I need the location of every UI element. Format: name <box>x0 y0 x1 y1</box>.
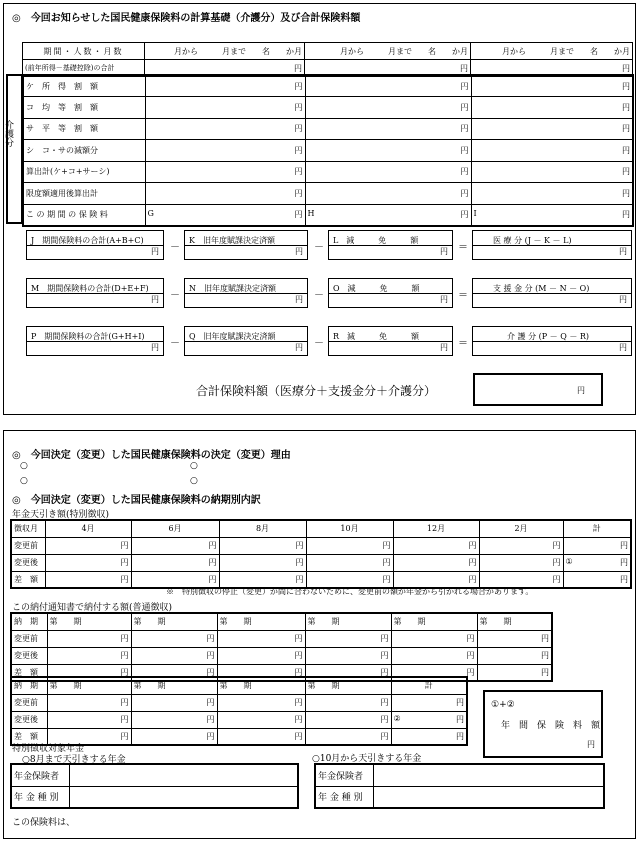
yen-cell: 円 <box>305 118 471 140</box>
yen-cell <box>563 554 631 571</box>
yen-text: 円 <box>440 295 448 304</box>
formula-label: 介 護 分 (P － Q － R) <box>507 332 590 341</box>
yen-cell: 円 <box>131 571 219 588</box>
pension-header-row <box>11 520 631 537</box>
formula-box-p <box>26 326 164 356</box>
type-row <box>11 786 298 808</box>
yen-cell: 円 <box>563 571 631 588</box>
yen-cell: 円 <box>305 140 471 162</box>
yen-cell: 円 <box>145 75 305 97</box>
annual-label: 年 間 保 険 料 額 <box>501 721 601 731</box>
yen-cell: 円 <box>217 647 305 664</box>
formula-box-r <box>328 326 453 356</box>
header-cell: 第 期 <box>131 677 217 694</box>
header-cell: 第 期 <box>47 677 131 694</box>
formula-box-j <box>26 230 164 260</box>
care-side-label: 介護分 <box>3 120 13 147</box>
payer-value <box>373 764 604 786</box>
yen-text: 円 <box>619 247 627 256</box>
yen-cell: 円 <box>131 647 217 664</box>
pension-oct-label: ○10月から天引きする年金 <box>312 754 422 764</box>
formula-label: P 期間保険料の合計(G+H+I) <box>31 332 145 341</box>
yen-text: 円 <box>151 295 159 304</box>
care-row-label: コ 均 等 割 額 <box>23 97 145 119</box>
total-box <box>473 373 603 406</box>
care-table <box>22 74 634 227</box>
header-cell: 第 期 <box>305 677 391 694</box>
yen-cell: 円 <box>305 664 391 681</box>
care-row <box>23 75 633 97</box>
yen-cell: 円 <box>393 571 479 588</box>
yen-cell: 円 <box>145 118 305 140</box>
yen-cell: 円 <box>131 711 217 728</box>
marker-h: H <box>307 209 315 218</box>
care-row-label: ケ 所 得 割 額 <box>23 75 145 97</box>
yen-cell: 円 <box>217 630 305 647</box>
pension-caption: 年金天引き額(特別徴収) <box>12 510 110 520</box>
row-label: 変更後 <box>11 647 47 664</box>
payer-row <box>11 764 298 786</box>
normal-header-row <box>11 613 552 630</box>
formula-box-o <box>328 278 453 308</box>
circle-2-marker: ② <box>393 714 401 723</box>
formula-label: N 旧年度賦課決定済額 <box>189 284 276 293</box>
yen-cell: 円 <box>306 554 393 571</box>
yen-cell: 円 <box>131 664 217 681</box>
income-label: (前年所得－基礎控除)の合計 <box>23 60 145 77</box>
yen-cell: 円 <box>47 711 131 728</box>
header-cell: 第 期 <box>47 613 131 630</box>
formula-label: J 期間保険料の合計(A+B+C) <box>31 236 144 245</box>
header-cell: 徴収月 <box>11 520 45 537</box>
formula-label: R 減 免 額 <box>333 332 420 341</box>
care-row <box>23 118 633 140</box>
yen-cell: 円 <box>393 554 479 571</box>
yen-cell: 円 <box>219 554 306 571</box>
yen-text: 円 <box>460 210 469 219</box>
yen-text: 円 <box>151 247 159 256</box>
basis-header-table <box>22 42 633 77</box>
income-yen-1: 円 <box>145 60 305 77</box>
yen-cell: 円 <box>47 694 131 711</box>
yen-cell: 円 <box>471 75 633 97</box>
minus-sign: － <box>314 338 324 349</box>
yen-cell: 円 <box>391 694 467 711</box>
yen-cell: 円 <box>305 630 391 647</box>
total-yen: 円 <box>577 386 585 395</box>
payer-label: 年金保険者 <box>315 764 373 786</box>
pension-row-before <box>11 537 631 554</box>
normal-table-1 <box>10 612 553 682</box>
yen-cell: 円 <box>477 664 552 681</box>
care-row-label: 限度額適用後算出計 <box>23 183 145 205</box>
period-col-2: 月から 月まで 名 か月 <box>305 43 471 60</box>
yen-cell: 円 <box>391 647 477 664</box>
row-label: 変更後 <box>11 554 45 571</box>
normal-header-row <box>11 677 467 694</box>
formula-box-n <box>184 278 308 308</box>
care-row-label: こ の 期 間 の 保 険 料 <box>23 204 145 226</box>
yen-cell <box>305 204 471 226</box>
period-row <box>23 43 633 60</box>
formula-box-care <box>472 326 632 356</box>
normal-row <box>11 647 552 664</box>
header-cell: 計 <box>391 677 467 694</box>
target-pension-title: 特別徴収対象年金 <box>12 744 85 754</box>
header-cell: 第 期 <box>131 613 217 630</box>
yen-text: 円 <box>295 247 303 256</box>
formula-box-l <box>328 230 453 260</box>
row-label: 変更後 <box>11 711 47 728</box>
yen-text: 円 <box>622 210 630 219</box>
yen-cell: 円 <box>145 97 305 119</box>
equals-sign: ＝ <box>458 290 468 301</box>
pension-aug-table <box>10 763 299 809</box>
reason-mark-2: ○ <box>190 461 198 471</box>
yen-cell: 円 <box>305 647 391 664</box>
care-row <box>23 161 633 183</box>
header-cell: 第 期 <box>217 613 305 630</box>
care-row <box>23 140 633 162</box>
header-cell: 4月 <box>45 520 131 537</box>
yen-cell: 円 <box>479 537 563 554</box>
yen-cell: 円 <box>305 97 471 119</box>
payer-value <box>69 764 298 786</box>
section-1-title: ◎ 今回お知らせした国民健康保険料の計算基礎（介護分）及び合計保険料額 <box>12 13 361 24</box>
formula-box-k <box>184 230 308 260</box>
yen-text: 円 <box>440 247 448 256</box>
care-side-box <box>3 74 23 224</box>
row-label: 差 額 <box>11 728 47 745</box>
care-row-label: 算出計(ケ+コ+サーシ) <box>23 161 145 183</box>
yen-cell: 円 <box>391 728 467 745</box>
yen-cell <box>471 204 633 226</box>
row-label: 変更前 <box>11 694 47 711</box>
yen-cell: 円 <box>471 118 633 140</box>
yen-cell: 円 <box>305 694 391 711</box>
yen-cell: 円 <box>479 571 563 588</box>
formula-label: K 旧年度賦課決定済額 <box>189 236 275 245</box>
payer-row <box>315 764 604 786</box>
minus-sign: － <box>314 242 324 253</box>
row-label: 変更前 <box>11 537 45 554</box>
yen-text: 円 <box>620 558 628 567</box>
normal-row <box>11 630 552 647</box>
yen-cell: 円 <box>131 728 217 745</box>
row-label: 変更前 <box>11 630 47 647</box>
yen-cell: 円 <box>47 664 131 681</box>
footer-text: この保険料は、 <box>12 818 76 828</box>
yen-cell: 円 <box>393 537 479 554</box>
care-row <box>23 97 633 119</box>
yen-cell: 円 <box>47 647 131 664</box>
yen-cell: 円 <box>131 554 219 571</box>
yen-text: 円 <box>456 715 464 724</box>
header-cell: 10月 <box>306 520 393 537</box>
yen-cell: 円 <box>471 161 633 183</box>
yen-cell: 円 <box>45 554 131 571</box>
normal-caption: この納付通知書で納付する額(普通徴収) <box>12 603 173 613</box>
type-label: 年 金 種 別 <box>11 786 69 808</box>
yen-cell: 円 <box>217 664 305 681</box>
period-label: 期間・人数・月数 <box>23 43 145 60</box>
breakdown-title: ◎ 今回決定（変更）した国民健康保険料の納期別内訳 <box>12 495 261 506</box>
minus-sign: － <box>170 338 180 349</box>
minus-sign: － <box>170 290 180 301</box>
normal-row <box>11 694 467 711</box>
pension-oct-table <box>314 763 605 809</box>
yen-text: 円 <box>295 343 303 352</box>
care-row <box>23 183 633 205</box>
circle-1-marker: ① <box>565 557 573 566</box>
payer-label: 年金保険者 <box>11 764 69 786</box>
header-cell: 第 期 <box>217 677 305 694</box>
marker-g: G <box>147 209 154 218</box>
income-yen-2: 円 <box>305 60 471 77</box>
period-col-3: 月から 月まで 名 か月 <box>471 43 633 60</box>
yen-cell: 円 <box>45 537 131 554</box>
header-cell: 第 期 <box>477 613 552 630</box>
yen-cell: 円 <box>219 537 306 554</box>
header-cell: 8月 <box>219 520 306 537</box>
yen-cell: 円 <box>305 183 471 205</box>
yen-cell: 円 <box>471 183 633 205</box>
type-value <box>373 786 604 808</box>
yen-cell: 円 <box>563 537 631 554</box>
yen-cell: 円 <box>306 571 393 588</box>
normal-table-2 <box>10 676 468 746</box>
header-cell: 12月 <box>393 520 479 537</box>
yen-cell: 円 <box>47 728 131 745</box>
formula-label: 医 療 分 (J － K － L) <box>493 236 572 245</box>
yen-cell: 円 <box>47 630 131 647</box>
type-value <box>69 786 298 808</box>
minus-sign: － <box>170 242 180 253</box>
total-label: 合計保険料額（医療分＋支援金分＋介護分） <box>196 384 437 398</box>
yen-cell: 円 <box>305 711 391 728</box>
header-cell: 納 期 <box>11 613 47 630</box>
equals-sign: ＝ <box>458 242 468 253</box>
yen-cell: 円 <box>145 183 305 205</box>
annual-total-box <box>483 690 603 758</box>
yen-cell: 円 <box>391 664 477 681</box>
yen-text: 円 <box>619 295 627 304</box>
yen-cell: 円 <box>45 571 131 588</box>
header-cell: 6月 <box>131 520 219 537</box>
yen-cell <box>391 711 467 728</box>
formula-label: L 減 免 額 <box>333 236 419 245</box>
formula-box-support <box>472 278 632 308</box>
pension-aug-label: ○8月まで天引きする年金 <box>22 755 126 765</box>
formula-label: M 期間保険料の合計(D+E+F) <box>31 284 149 293</box>
yen-cell: 円 <box>305 75 471 97</box>
reason-mark-4: ○ <box>190 476 198 486</box>
equals-sign: ＝ <box>458 338 468 349</box>
annual-yen: 円 <box>587 740 595 749</box>
yen-text: 円 <box>619 343 627 352</box>
yen-cell: 円 <box>305 728 391 745</box>
yen-text: 円 <box>440 343 448 352</box>
annual-formula: ①+② <box>491 700 515 710</box>
minus-sign: － <box>314 290 324 301</box>
yen-text: 円 <box>295 295 303 304</box>
formula-label: O 減 免 額 <box>333 284 420 293</box>
reason-mark-3: ○ <box>20 476 28 486</box>
yen-cell: 円 <box>145 161 305 183</box>
marker-i: I <box>473 209 477 218</box>
income-yen-3: 円 <box>471 60 633 77</box>
formula-label: 支 援 金 分 (M － N － O) <box>493 284 590 293</box>
row-label: 差 額 <box>11 664 47 681</box>
period-col-1: 月から 月まで 名 か月 <box>145 43 305 60</box>
yen-cell: 円 <box>479 554 563 571</box>
yen-text: 円 <box>294 210 303 219</box>
reason-mark-1: ○ <box>20 461 28 471</box>
yen-cell: 円 <box>477 647 552 664</box>
yen-cell <box>145 204 305 226</box>
pension-row-after <box>11 554 631 571</box>
yen-cell: 円 <box>219 571 306 588</box>
pension-table <box>10 519 632 589</box>
yen-cell: 円 <box>305 161 471 183</box>
care-row-label: サ 平 等 割 額 <box>23 118 145 140</box>
care-row <box>23 204 633 226</box>
header-cell: 2月 <box>479 520 563 537</box>
formula-box-medical <box>472 230 632 260</box>
yen-text: 円 <box>151 343 159 352</box>
yen-cell: 円 <box>471 97 633 119</box>
yen-cell: 円 <box>306 537 393 554</box>
yen-cell: 円 <box>391 630 477 647</box>
yen-cell: 円 <box>131 537 219 554</box>
formula-box-m <box>26 278 164 308</box>
yen-cell: 円 <box>477 630 552 647</box>
yen-cell: 円 <box>131 630 217 647</box>
type-label: 年 金 種 別 <box>315 786 373 808</box>
yen-cell: 円 <box>471 140 633 162</box>
reason-title: ◎ 今回決定（変更）した国民健康保険料の決定（変更）理由 <box>12 450 291 461</box>
header-cell: 第 期 <box>391 613 477 630</box>
yen-cell: 円 <box>145 140 305 162</box>
yen-cell: 円 <box>131 694 217 711</box>
pension-note: ※ 特別徴収の停止（変更）が間に合わないために、変更前の額が年金から引かれる場合があります。 <box>166 587 534 596</box>
yen-cell: 円 <box>217 694 305 711</box>
header-cell: 第 期 <box>305 613 391 630</box>
care-row-label: シ コ・サの減額分 <box>23 140 145 162</box>
formula-label: Q 旧年度賦課決定済額 <box>189 332 276 341</box>
row-label: 差 額 <box>11 571 45 588</box>
type-row <box>315 786 604 808</box>
header-cell: 納 期 <box>11 677 47 694</box>
formula-box-q <box>184 326 308 356</box>
yen-cell: 円 <box>217 728 305 745</box>
header-cell: 計 <box>563 520 631 537</box>
yen-cell: 円 <box>217 711 305 728</box>
normal-row <box>11 711 467 728</box>
